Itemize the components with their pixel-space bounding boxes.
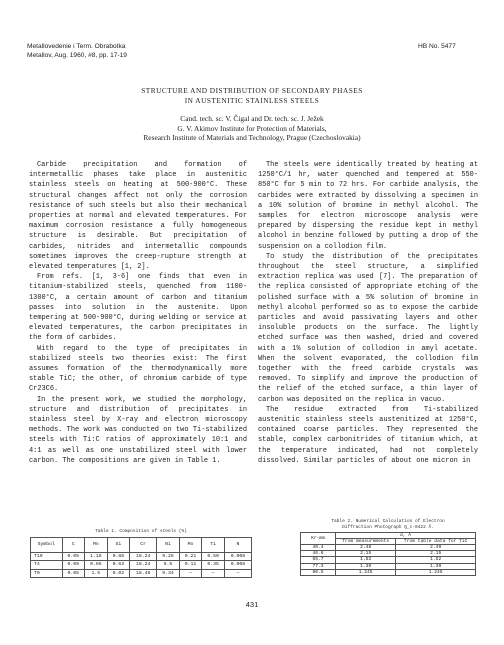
- left-column: [29, 160, 247, 466]
- table-cell: 0.88: [107, 552, 130, 561]
- header-cell: Cr: [130, 537, 157, 552]
- header-cell: Mn: [85, 537, 108, 552]
- table-cell: —: [179, 569, 202, 578]
- page-number: 431: [245, 600, 259, 609]
- paragraph: To study the distribution of the precipitates throughout the steel structure, a simplified extraction replica was used [7]. The preparation of the replica consisted of appropriate etching of the polished surface with a 5% solution of bromine in methyl alcohol performed so as to expose the carbide particles and avoid passivating layers and other insoluble products on the surface. The lightly etched surface was then washed, dried and covered with a 1% solution of collodion in amyl acetate. When the solvent evaporated, the collodion film together with the freed carbide crystals was removed. To simplify and improve the production of the relief of the etched surface, a thin layer of carbon was deposited on the replica in vacuo.: [258, 252, 478, 404]
- diffraction-table: [300, 532, 476, 576]
- table-cell: 9.5: [157, 561, 180, 570]
- table-cell: 46.6: [301, 551, 336, 557]
- title-line-2: IN AUSTENITIC STAINLESS STEELS: [184, 96, 320, 106]
- journal-issue: Metallov, Aug. 1960, #8, pp. 17-19: [27, 51, 127, 59]
- table-cell: 0.008: [224, 561, 251, 570]
- table-cell: 0.63: [107, 561, 130, 570]
- table-cell: 40.4: [301, 545, 336, 551]
- journal-name: Metallovedenie i Term. Obrabotka: [27, 43, 126, 50]
- composition-table: [30, 537, 252, 579]
- table-cell: 18.48: [130, 569, 157, 578]
- table-cell: 2.49: [396, 545, 476, 551]
- header-cell: Kr-mm: [301, 533, 336, 545]
- table-cell: 0.008: [224, 552, 251, 561]
- table-cell: T10: [31, 552, 63, 561]
- table-cell: 9.34: [157, 569, 180, 578]
- table-cell: 2.15: [336, 551, 396, 557]
- header-cell: N: [224, 537, 251, 552]
- table-cell: —: [224, 569, 251, 578]
- table-cell: 0.21: [179, 552, 202, 561]
- journal-citation: [27, 43, 127, 60]
- header-cell: Mo: [179, 537, 202, 552]
- table-cell: 0.05: [62, 552, 85, 561]
- table-cell: 65.7: [301, 557, 336, 563]
- paragraph: In the present work, we studied the morphology, structure and distribution of precipitates in stainless steel by X-ray and electron microscopy methods. The work was conducted on two Ti-stabilized steels with Ti:C ratios of approximately 10:1 and 4:1 as well as one unstabilized steel with lower carbon. The compositions are given in Table 1.: [29, 395, 247, 465]
- table-cell: 2.48: [336, 545, 396, 551]
- authors: Cand. tech. sc. V. Čigal and Dr. tech. sc. J. Ježek: [180, 114, 324, 123]
- table-cell: 77.3: [301, 563, 336, 569]
- table-cell: 80.5: [301, 569, 336, 575]
- table-cell: 0.65: [85, 561, 108, 570]
- table-cell: 1.18: [85, 552, 108, 561]
- table-row: [31, 552, 252, 561]
- table-cell: 2.15: [396, 551, 476, 557]
- table-2: [300, 519, 476, 576]
- header-cell: Ti: [202, 537, 225, 552]
- header-cell: from table data for TiC: [396, 539, 476, 545]
- table-2-caption-line-1: Table 2. Numerical Calculation of Electron: [331, 519, 445, 524]
- table-cell: 0.11: [179, 561, 202, 570]
- paper-title: [0, 86, 504, 106]
- table-cell: 1.52: [396, 557, 476, 563]
- header-cell: C: [62, 537, 85, 552]
- right-column: [258, 160, 478, 466]
- table-row: [301, 569, 476, 575]
- table-cell: 0.02: [107, 569, 130, 578]
- table-cell: 1.52: [336, 557, 396, 563]
- affiliation-1: G. V. Akimov Institute for Protection of Materials,: [177, 123, 327, 133]
- header-cell: d, Å: [336, 533, 476, 539]
- table-1: [30, 529, 252, 578]
- table-cell: 1.30: [396, 563, 476, 569]
- table-cell: 1.245: [336, 569, 396, 575]
- table-cell: 0.50: [202, 552, 225, 561]
- table-2-caption-line-2: Diffraction Photograph Q_c-0422 Å.: [342, 524, 434, 530]
- header-cell: Ni: [157, 537, 180, 552]
- title-line-1: STRUCTURE AND DISTRIBUTION OF SECONDARY PHASES: [141, 86, 363, 95]
- table-row: [31, 569, 252, 578]
- paragraph: From refs. [1, 3-6] one finds that even in titanium-stabilized steels, quenched from 1100-1300°C, a certain amount of carbon and titanium passes into solution in the austenite. Upon tempering at 500-900°C, during welding or service at elevated temperatures, the carbon precipitates in the form of carbides.: [29, 273, 247, 343]
- paragraph: Carbide precipitation and formation of intermetallic phases take place in austenitic stainless steels on heating at 500-900°C. These structural changes affect not only the corrosion resistance of such steels but also their mechanical properties at normal and elevated temperatures. For maximum corrosion resistance a fully homogeneous structure is desirable. But precipitation of carbides, nitrides and intermetallic compounds sometimes improves the creep-rupture strength at elevated temperatures [1, 2].: [29, 161, 247, 272]
- table-cell: T0: [31, 569, 63, 578]
- table-cell: 1.30: [336, 563, 396, 569]
- paragraph: The residue extracted from Ti-stabilized austenitic stainless steels austenitized at 1250°C, contained coarse particles. They represented the stable, complex carbonitrides of titanium which, at the temperature indicated, had not completely dissolved. Similar particles of about one micron in: [258, 405, 478, 465]
- table-cell: 18.24: [130, 561, 157, 570]
- table-cell: T4: [31, 561, 63, 570]
- affiliation-2: Research Institute of Materials and Technology, Prague (Czechoslovakia): [143, 133, 361, 143]
- table-cell: 9.25: [157, 552, 180, 561]
- table-row: [31, 561, 252, 570]
- table-cell: 1.245: [396, 569, 476, 575]
- table-cell: —: [202, 569, 225, 578]
- table-header-row: [31, 537, 252, 552]
- table-cell: 0.05: [62, 569, 85, 578]
- header-cell: Si: [107, 537, 130, 552]
- document-number: HB No. 5477: [418, 43, 456, 50]
- paragraph: The steels were identically treated by heating at 1250°C/1 hr, water quenched and tempered at 550-850°C for 5 min to 72 hrs. For carbide analysis, the carbides were extracted by dissolving a specimen in a 10% solution of bromine in methyl alcohol. The samples for electron microscope analysis were prepared by dispersing the residue kept in methyl alcohol in benzine followed by putting a drop of the suspension on a collodion film.: [258, 161, 478, 251]
- header-cell: from measurements: [336, 539, 396, 545]
- table-1-caption: Table 1. Composition of steels (%): [95, 529, 187, 534]
- header-cell: Symbol: [31, 537, 63, 552]
- table-cell: 0.09: [62, 561, 85, 570]
- paragraph: With regard to the type of precipitates in stabilized steels two theories exist: The first assumes formation of the thermodynamically more stable TiC; the other, of chromium carbide of type Cr23C6.: [29, 344, 247, 394]
- table-cell: 1.5: [85, 569, 108, 578]
- table-cell: 0.35: [202, 561, 225, 570]
- table-cell: 18.24: [130, 552, 157, 561]
- authors-block: [0, 114, 504, 143]
